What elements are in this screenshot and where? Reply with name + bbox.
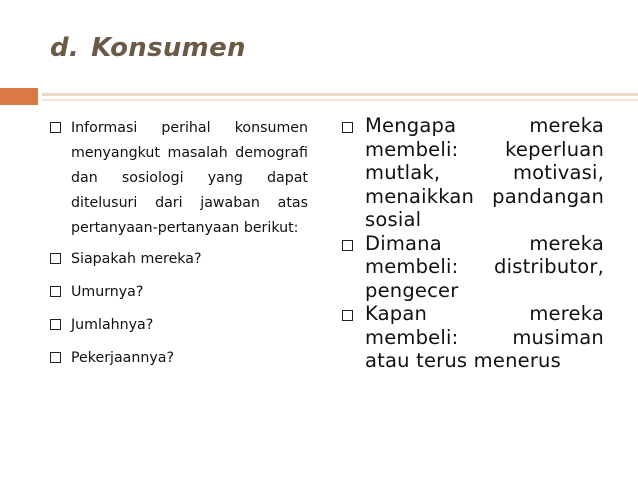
hollow-square-bullet-icon xyxy=(50,319,61,330)
hollow-square-bullet-icon xyxy=(342,310,353,321)
hollow-square-bullet-icon xyxy=(342,240,353,251)
list-item xyxy=(342,232,604,303)
list-item-text: Pekerjaannya? xyxy=(71,350,174,366)
list-item xyxy=(50,313,308,338)
list-item-text: Kapan mereka membeli: musiman atau terus menerus xyxy=(365,302,604,372)
right-column xyxy=(342,114,604,373)
list-item xyxy=(50,280,308,305)
title-text: Konsumen xyxy=(91,33,246,63)
list-item-text: Informasi perihal konsumen menyangkut masalah demografi dan sosiologi yang dapat ditelusuri dari jawaban atas pertanyaan-pertanyaan berikut: xyxy=(71,120,308,236)
accent-bar xyxy=(0,88,38,105)
hollow-square-bullet-icon xyxy=(50,253,61,264)
hollow-square-bullet-icon xyxy=(50,352,61,363)
slide-title xyxy=(50,33,246,63)
list-item xyxy=(50,247,308,272)
list-item-text: Mengapa mereka membeli: keperluan mutlak, motivasi, menaikkan pandangan sosial xyxy=(365,114,604,231)
left-column xyxy=(50,116,308,379)
title-label: d. xyxy=(50,33,80,63)
list-item xyxy=(50,346,308,371)
list-item-text: Umurnya? xyxy=(71,284,144,300)
hollow-square-bullet-icon xyxy=(50,122,61,133)
hollow-square-bullet-icon xyxy=(342,122,353,133)
list-item-text: Jumlahnya? xyxy=(71,317,154,333)
title-divider-secondary xyxy=(42,99,638,101)
list-item xyxy=(342,114,604,232)
title-divider xyxy=(42,93,638,96)
list-item-text: Dimana mereka membeli: distributor, pengecer xyxy=(365,231,604,302)
list-item xyxy=(342,302,604,373)
list-item-text: Siapakah mereka? xyxy=(71,251,202,267)
hollow-square-bullet-icon xyxy=(50,286,61,297)
list-item xyxy=(50,116,308,241)
